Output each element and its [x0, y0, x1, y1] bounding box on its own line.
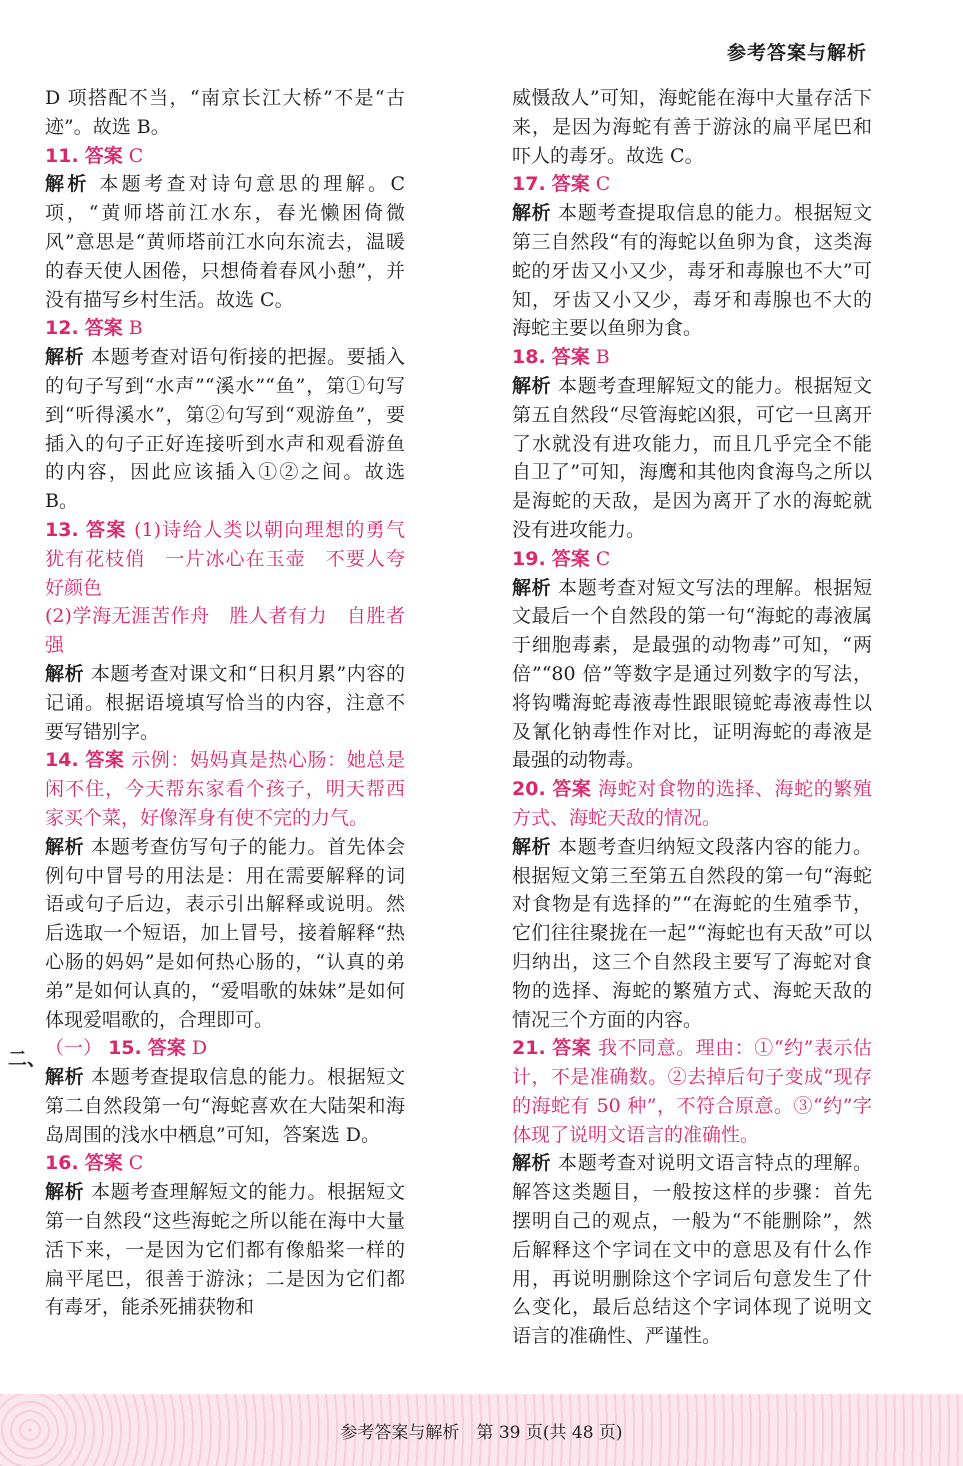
q16-explain-tag: 解析	[45, 1181, 85, 1204]
q20-answer: 海蛇对食物的选择、海蛇的繁殖方式、海蛇天敌的情况。	[512, 778, 872, 829]
question-13	[45, 516, 424, 746]
question-14	[45, 746, 405, 1034]
q17-number: 17.	[512, 173, 546, 196]
subsection-label: （一）	[45, 1037, 103, 1060]
question-12	[45, 314, 405, 516]
q12-number: 12.	[45, 317, 79, 340]
section-label	[8, 1044, 46, 1071]
q21-explain-tag: 解析	[512, 1152, 552, 1175]
q19-explanation: 本题考查对短文写法的理解。根据短文最后一个自然段的第一句“海蛇的毒液属于细胞毒素，是最强的动物毒”可知，“两倍”“80 倍”等数字是通过列数字的写法，将钩嘴海蛇毒液毒性跟眼镜蛇毒液毒性以及氰化钠毒性作对比，证明海蛇的毒液是最强的动物毒。	[512, 576, 872, 772]
q18-explain-tag: 解析	[512, 374, 552, 397]
q14-answer: 示例：妈妈真是热心肠：她总是闲不住，今天帮东家看个孩子，明天帮西家买个菜，好像浑身有使不完的力气。	[45, 749, 405, 829]
q19-answer: C	[595, 547, 611, 570]
q17-answer-tag: 答案	[551, 173, 590, 196]
q19-answer-tag: 答案	[551, 547, 590, 570]
q21-explanation: 本题考查对说明文语言特点的理解。解答这类题目，一般按这样的步骤：首先摆明自己的观点，一般为“不能删除”，然后解释这个字词在文中的意思及有什么作用，再说明删除这个字词后句意发生了什么变化，最后总结这个字词体现了说明文语言的准确性、严谨性。	[512, 1152, 872, 1348]
q16-continuation: 威慑敌人”可知，海蛇能在海中大量存活下来，是因为海蛇有善于游泳的扁平尾巴和吓人的毒牙。故选 C。	[512, 87, 872, 167]
question-20	[512, 775, 872, 1034]
q21-answer: 我不同意。理由：①“约”表示估计，不是准确数。②去掉后句子变成“现存的海蛇有 50 种”，不符合原意。③“约”字体现了说明文语言的准确性。	[512, 1037, 872, 1146]
q12-explanation: 本题考查对语句衔接的把握。要插入的句子写到“水声”“溪水”“鱼”，第①句写到“听得溪水”，第②句写到“观游鱼”，要插入的句子正好连接听到水声和观看游鱼的内容，因此应该插入①②之间。故选 B。	[45, 346, 405, 513]
section-number: 二、	[8, 1048, 47, 1070]
q12-answer: B	[128, 317, 143, 340]
question-18	[512, 343, 872, 545]
page-footer: 参考答案与解析 第 39 页(共 48 页)	[340, 1423, 623, 1443]
q11-number: 11.	[45, 144, 79, 167]
q20-explain-tag: 解析	[512, 835, 552, 858]
q15-answer-tag: 答案	[147, 1037, 186, 1060]
q13-answer-1: (1)诗给人类以朝向理想的勇气 犹有花枝俏 一片冰心在玉壶 不要人夸好颜色	[45, 518, 424, 599]
q17-explain-tag: 解析	[512, 202, 552, 225]
q17-explanation: 本题考查提取信息的能力。根据短文第三自然段“有的海蛇以鱼卵为食，这类海蛇的牙齿又小又少，毒牙和毒腺也不大”可知，牙齿又小又少，毒牙和毒腺也不大的海蛇主要以鱼卵为食。	[512, 202, 872, 340]
q11-answer: C	[128, 144, 144, 167]
question-19	[512, 545, 872, 775]
q12-explain-tag: 解析	[45, 346, 85, 369]
q17-answer: C	[595, 173, 611, 196]
q18-answer-tag: 答案	[551, 346, 590, 369]
q18-number: 18.	[512, 346, 546, 369]
q16-explanation: 本题考查理解短文的能力。根据短文第一自然段“这些海蛇之所以能在海中大量活下来，一是因为它们都有像船桨一样的扁平尾巴，很善于游泳；二是因为它们都有毒牙，能杀死捕获物和	[45, 1181, 405, 1319]
q15-answer: D	[191, 1037, 208, 1060]
q16-answer: C	[128, 1152, 144, 1175]
q16-number: 16.	[45, 1152, 79, 1175]
q18-explanation: 本题考查理解短文的能力。根据短文第五自然段“尽管海蛇凶狠，可它一旦离开了水就没有进攻能力，而且几乎完全不能自卫了”可知，海鹰和其他肉食海鸟之所以是海蛇的天敌，是因为离开了水的海蛇就没有进攻能力。	[512, 374, 872, 541]
q13-number: 13.	[45, 518, 79, 541]
q16-answer-tag: 答案	[84, 1152, 123, 1175]
question-15	[45, 1034, 405, 1149]
question-17	[512, 170, 872, 343]
question-16	[45, 1149, 405, 1322]
q14-explanation: 本题考查仿写句子的能力。首先体会例句中冒号的用法是：用在需要解释的词语或句子后边，表示引出解释或说明。然后选取一个短语，加上冒号，接着解释“热心肠的妈妈”是如何热心肠的，“认真的弟弟”是如何认真的，“爱唱歌的妹妹”是如何体现爱唱歌的，合理即可。	[45, 835, 405, 1031]
q13-answer-tag: 答案	[86, 518, 127, 541]
carryover-text: D 项搭配不当，“南京长江大桥”不是“古迹”。故选 B。	[45, 87, 405, 138]
q13-answer-2: (2)学海无涯苦作舟 胜人者有力 自胜者强	[45, 605, 405, 657]
q13-explain-tag: 解析	[45, 662, 85, 685]
page-header-title: 参考答案与解析	[726, 42, 867, 64]
q20-answer-tag: 答案	[552, 778, 592, 801]
q19-number: 19.	[512, 547, 546, 570]
q11-explanation: 本题考查对诗句意思的理解。C 项，“黄师塔前江水东，春光懒困倚微风”意思是“黄师塔前江水向东流去，温暖的春天使人困倦，只想倚着春风小憩”，并没有描写乡村生活。故选 C。	[45, 173, 405, 311]
q11-answer-tag: 答案	[84, 144, 123, 167]
q20-explanation: 本题考查归纳短文段落内容的能力。根据短文第三至第五自然段的第一句“海蛇对食物是有选择的”“在海蛇的生殖季节，它们往往聚拢在一起”“海蛇也有天敌”可以归纳出，这三个自然段主要写了海蛇对食物的选择、海蛇的繁殖方式、海蛇天敌的情况三个方面的内容。	[512, 835, 872, 1031]
q20-number: 20.	[512, 778, 546, 801]
q14-answer-tag: 答案	[85, 749, 125, 772]
q12-answer-tag: 答案	[84, 317, 123, 340]
right-column	[512, 84, 872, 1351]
question-21	[512, 1034, 872, 1351]
q18-answer: B	[595, 346, 610, 369]
q11-explain-tag: 解析	[45, 173, 90, 196]
q14-number: 14.	[45, 749, 79, 772]
q14-explain-tag: 解析	[45, 835, 85, 858]
q15-explanation: 本题考查提取信息的能力。根据短文第二自然段第一句“海蛇喜欢在大陆架和海岛周围的浅水中栖息”可知，答案选 D。	[45, 1066, 405, 1146]
q13-explanation: 本题考查对课文和“日积月累”内容的记诵。根据语境填写恰当的内容，注意不要写错别字。	[45, 662, 405, 743]
q15-number: 15.	[108, 1037, 142, 1060]
left-column	[45, 84, 424, 1322]
q21-number: 21.	[512, 1037, 546, 1060]
q19-explain-tag: 解析	[512, 576, 552, 599]
question-11	[45, 142, 405, 315]
q15-explain-tag: 解析	[45, 1066, 85, 1089]
q21-answer-tag: 答案	[552, 1037, 592, 1060]
